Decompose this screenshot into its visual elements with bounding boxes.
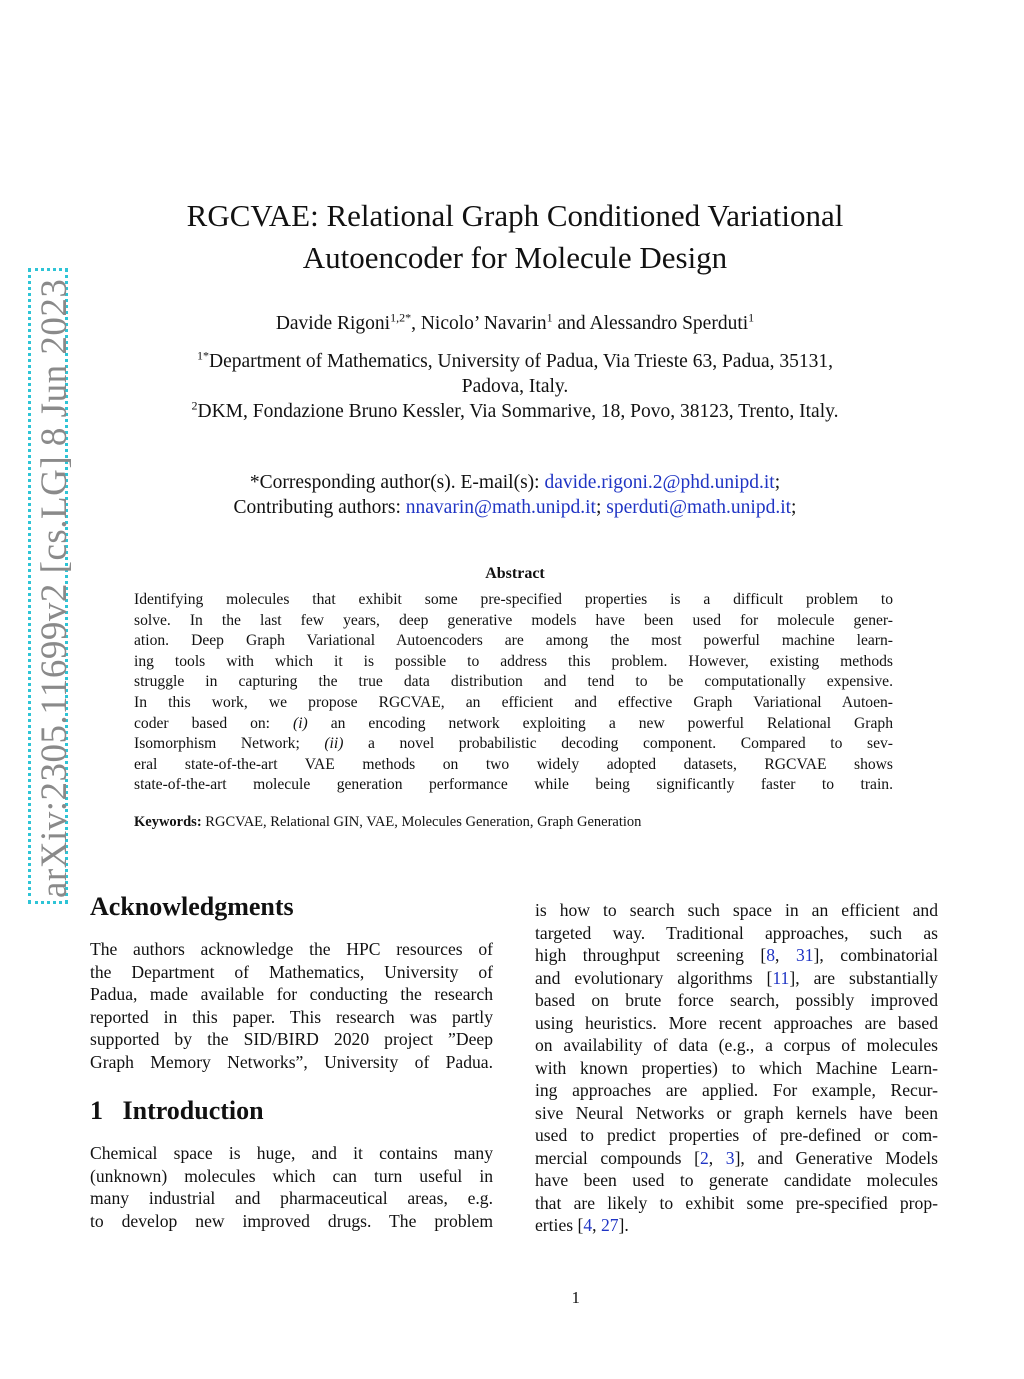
contributing-authors — [130, 495, 900, 520]
text-run: mercial compounds [ — [535, 1147, 700, 1168]
ack-line: The authors acknowledge the HPC resources of — [90, 939, 493, 959]
corresponding-email-link[interactable]: davide.rigoni.2@phd.unipd.it — [544, 472, 775, 493]
author-rigoni: Davide Rigoni — [275, 313, 391, 334]
intro-line: using heuristics. More recent approaches are based — [535, 1012, 938, 1033]
affiliation-1-line-2: Padova, Italy. — [461, 376, 569, 397]
affiliation-2-marker: 2 — [191, 398, 198, 413]
abstract-line: Identifying molecules that exhibit some pre-specified properties is a difficult problem to — [134, 591, 893, 608]
acknowledgments-heading: Acknowledgments — [90, 892, 294, 921]
text-run: erties [ — [535, 1215, 584, 1235]
abstract-line: ing tools with which it is possible to address this problem. However, existing methods — [134, 652, 893, 670]
paper-title — [130, 195, 900, 279]
affiliation-2-line-1: DKM, Fondazione Bruno Kessler, Via Sommarive, 18, Povo, 38123, Trento, Italy. — [197, 401, 839, 422]
intro-line: on availability of data (e.g., a corpus of molecules — [535, 1035, 938, 1055]
abstract-body — [134, 590, 893, 796]
abstract-line: eral state-of-the-art VAE methods on two widely adopted datasets, RGCVAE shows — [134, 755, 893, 773]
text-run: high throughput screening [ — [535, 945, 767, 965]
intro-line: that are likely to exhibit some pre-specified prop- — [535, 1192, 938, 1213]
intro-line: Chemical space is huge, and it contains many — [90, 1143, 493, 1163]
abstract-line: In this work, we propose RGCVAE, an efficient and effective Graph Variational Autoen- — [134, 693, 893, 711]
text-run: and evolutionary algorithms [ — [535, 967, 773, 988]
ack-line: Graph Memory Networks”, University of Padua. — [90, 1051, 493, 1072]
text-run: , — [592, 1215, 601, 1235]
affiliation-1-marker: 1* — [197, 348, 209, 363]
citation-link[interactable]: 27 — [600, 1215, 619, 1235]
author-sperduti-affil: 1 — [748, 310, 755, 325]
intro-line: ing approaches are applied. For example, Recur- — [535, 1080, 938, 1100]
author-sperduti: and Alessandro Sperduti — [552, 313, 749, 334]
abstract-line — [134, 734, 893, 755]
intro-line — [535, 1214, 938, 1237]
introduction-heading: 1 Introduction — [90, 1096, 264, 1125]
abstract-line — [134, 714, 893, 735]
affiliation-1 — [140, 349, 890, 399]
corresponding-end: ; — [774, 472, 781, 493]
intro-line: to develop new improved drugs. The problem — [90, 1210, 493, 1231]
abstract-line-8-b: a novel probabilistic decoding component. Compared to sev- — [343, 735, 893, 753]
abstract-line: state-of-the-art molecule generation performance while being significantly faster to train. — [134, 776, 893, 794]
intro-line: is how to search such space in an efficient and — [535, 900, 938, 920]
intro-line: based on brute force search, possibly improved — [535, 990, 938, 1010]
ack-line: reported in this paper. This research was partly — [90, 1006, 493, 1027]
keywords-label: Keywords: — [134, 814, 202, 830]
sperduti-email-link[interactable]: sperduti@math.unipd.it — [606, 497, 792, 518]
contributing-end: ; — [791, 497, 797, 518]
intro-line — [535, 1147, 938, 1170]
abstract-line: solve. In the last few years, deep generative models have been used for molecule gener- — [134, 611, 893, 629]
abstract-item-i: (i) — [293, 714, 308, 732]
title-line-1: RGCVAE: Relational Graph Conditioned Variational — [186, 198, 844, 233]
corresponding-label: *Corresponding author(s). E-mail(s): — [249, 472, 545, 493]
arxiv-stamp[interactable]: arXiv:2305.11699v2 [cs.LG] 8 Jun 2023 — [34, 278, 75, 898]
ack-line: the Department of Mathematics, University of — [90, 961, 493, 982]
intro-line: with known properties) to which Machine Learn- — [535, 1057, 938, 1078]
intro-line: sive Neural Networks or graph kernels have been — [535, 1102, 938, 1123]
citation-link[interactable]: 31 — [795, 945, 814, 965]
text-run: ], and Generative Models — [734, 1147, 939, 1168]
abstract-line-8-a: Isomorphism Network; — [134, 735, 325, 753]
text-run: ]. — [618, 1215, 629, 1235]
text-run: , — [708, 1147, 726, 1168]
keywords — [134, 814, 894, 831]
abstract-line: struggle in capturing the true data distribution and tend to be computationally expensive. — [134, 673, 893, 691]
abstract-heading: Abstract — [485, 565, 545, 582]
author-navarin-affil: 1 — [546, 310, 553, 325]
intro-line: used to predict properties of pre-defined or com- — [535, 1125, 938, 1145]
citation-link[interactable]: 3 — [725, 1147, 735, 1168]
title-line-2: Autoencoder for Molecule Design — [302, 240, 728, 275]
intro-line — [535, 967, 938, 990]
navarin-email-link[interactable]: nnavarin@math.unipd.it — [405, 497, 596, 518]
affiliation-2 — [140, 399, 890, 424]
text-run: , — [775, 945, 796, 965]
citation-link[interactable]: 2 — [699, 1147, 709, 1168]
intro-line — [535, 944, 938, 967]
page-number: 1 — [571, 1288, 580, 1307]
author-rigoni-affil: 1,2* — [390, 310, 412, 325]
ack-line: Padua, made available for conducting the research — [90, 984, 493, 1004]
citation-link[interactable]: 8 — [766, 945, 776, 965]
author-navarin: , Nicolo’ Navarin — [411, 313, 547, 334]
acknowledgments-body — [90, 938, 493, 1073]
text-run: ], combinatorial — [813, 945, 938, 965]
abstract-line-7-b: an encoding network exploiting a new powerful Relational Graph — [307, 714, 893, 732]
keywords-text: RGCVAE, Relational GIN, VAE, Molecules Generation, Graph Generation — [201, 814, 642, 830]
author-list — [130, 311, 900, 337]
introduction-body-continued — [535, 899, 938, 1237]
abstract-line-7-a: coder based on: — [134, 714, 293, 732]
ack-line: supported by the SID/BIRD 2020 project ”Deep — [90, 1029, 493, 1049]
contributing-label: Contributing authors: — [233, 497, 406, 518]
introduction-body — [90, 1142, 493, 1232]
citation-link[interactable]: 4 — [583, 1215, 593, 1235]
text-run: ], are substantially — [789, 967, 938, 988]
intro-line: (unknown) molecules which can turn useful in — [90, 1165, 493, 1186]
abstract-item-ii: (ii) — [324, 735, 344, 753]
intro-line: targeted way. Traditional approaches, such as — [535, 922, 938, 943]
intro-line: have been used to generate candidate molecules — [535, 1170, 938, 1190]
corresponding-author — [130, 470, 900, 495]
citation-link[interactable]: 11 — [772, 967, 790, 988]
email-separator: ; — [595, 497, 607, 518]
abstract-line: ation. Deep Graph Variational Autoencoders are among the most powerful machine learn- — [134, 632, 893, 650]
affiliation-1-line-1: Department of Mathematics, University of Padua, Via Trieste 63, Padua, 35131, — [209, 351, 833, 372]
intro-line: many industrial and pharmaceutical areas, e.g. — [90, 1188, 493, 1208]
